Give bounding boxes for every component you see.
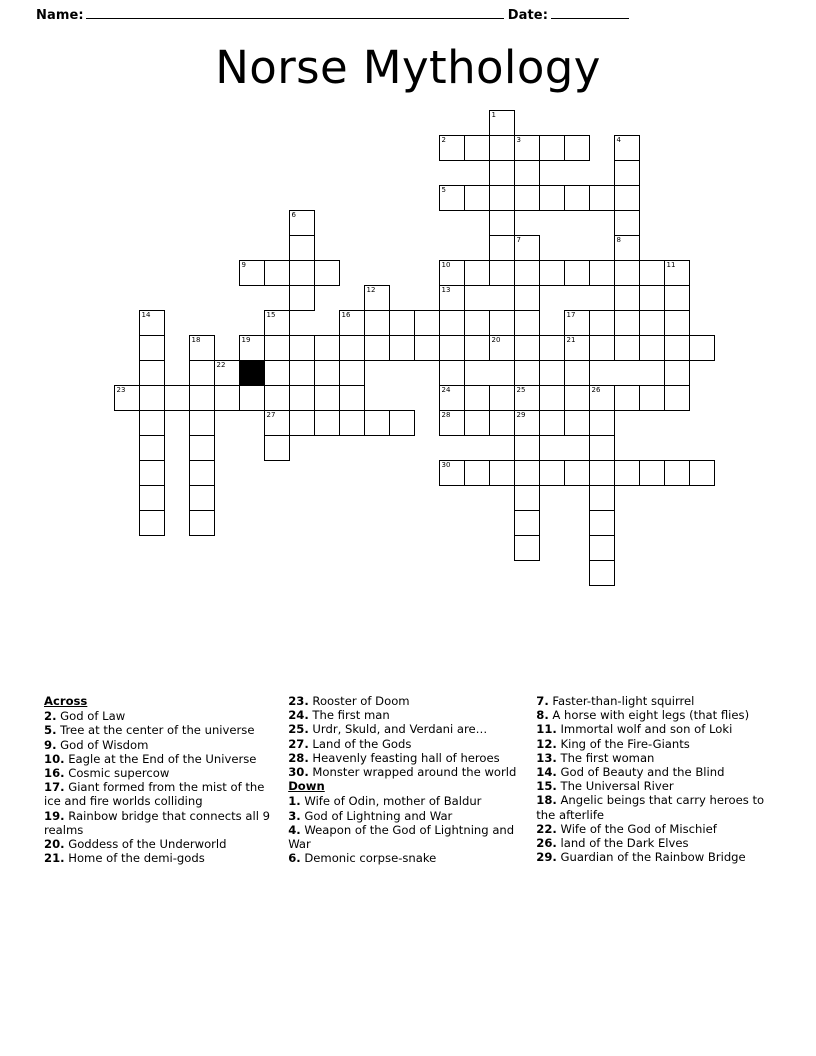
grid-cell[interactable] <box>289 285 315 311</box>
grid-cell[interactable] <box>614 385 640 411</box>
grid-cell[interactable] <box>589 435 615 461</box>
grid-cell-number: 23 <box>116 386 126 394</box>
grid-cell[interactable] <box>614 160 640 186</box>
grid-cell[interactable] <box>314 360 340 386</box>
grid-cell[interactable] <box>489 135 515 161</box>
page-title: Norse Mythology <box>215 41 601 94</box>
grid-cell[interactable] <box>414 335 440 361</box>
grid-cell[interactable] <box>364 410 390 436</box>
name-write-line[interactable] <box>86 6 504 19</box>
grid-cell[interactable] <box>389 410 415 436</box>
clue-item <box>288 737 518 751</box>
clue-item <box>288 722 518 736</box>
clue-number: 25. <box>288 722 309 737</box>
grid-cell-number: 18 <box>191 336 201 344</box>
grid-cell-number: 24 <box>441 386 451 394</box>
grid-cell[interactable] <box>664 335 690 361</box>
grid-cell[interactable] <box>264 260 290 286</box>
clue-text: Wife of the God of Mischief <box>556 821 717 836</box>
grid-cell[interactable] <box>314 410 340 436</box>
clue-item <box>536 722 780 736</box>
grid-cell[interactable] <box>489 185 515 211</box>
grid-cell[interactable] <box>464 335 490 361</box>
grid-cell-blocked <box>239 360 265 386</box>
grid-cell-number: 10 <box>441 261 451 269</box>
clue-list-across-part2 <box>288 694 518 779</box>
clue-item <box>288 823 518 851</box>
grid-cell[interactable] <box>539 385 565 411</box>
clue-item <box>44 780 270 808</box>
grid-cell-number: 1 <box>491 111 496 119</box>
grid-cell[interactable] <box>614 210 640 236</box>
clue-text: Home of the demi-gods <box>64 851 205 866</box>
grid-cell[interactable] <box>439 360 465 386</box>
grid-cell[interactable] <box>489 235 515 261</box>
grid-cell[interactable] <box>364 335 390 361</box>
grid-cell-number: 28 <box>441 411 451 419</box>
grid-cell[interactable] <box>189 360 215 386</box>
grid-cell[interactable] <box>264 310 290 336</box>
clue-item <box>536 822 780 836</box>
grid-cell[interactable] <box>564 310 590 336</box>
grid-cell[interactable] <box>464 460 490 486</box>
clue-text: The Universal River <box>556 779 674 794</box>
grid-cell[interactable] <box>339 335 365 361</box>
grid-cell[interactable] <box>139 385 165 411</box>
down-heading: Down <box>288 779 325 794</box>
grid-cell[interactable] <box>514 360 540 386</box>
clue-text: Cosmic supercow <box>64 766 170 781</box>
across-heading: Across <box>44 694 88 708</box>
clue-number: 28. <box>288 750 309 765</box>
clue-text: Urdr, Skuld, and Verdani are… <box>308 722 488 737</box>
grid-cell[interactable] <box>339 385 365 411</box>
clue-number: 19. <box>44 808 65 823</box>
grid-cell[interactable] <box>189 485 215 511</box>
clue-columns <box>44 694 780 865</box>
clue-column-1 <box>44 694 270 865</box>
clue-item <box>536 708 780 722</box>
clue-number: 2. <box>44 709 57 724</box>
grid-cell-number: 27 <box>266 411 276 419</box>
grid-cell[interactable] <box>439 135 465 161</box>
grid-cell[interactable] <box>689 460 715 486</box>
clue-number: 4. <box>288 822 301 837</box>
grid-cell[interactable] <box>439 185 465 211</box>
grid-cell[interactable] <box>639 260 665 286</box>
grid-cell-number: 9 <box>241 261 246 269</box>
grid-cell[interactable] <box>139 360 165 386</box>
grid-cell-number: 6 <box>291 211 296 219</box>
grid-cell[interactable] <box>639 310 665 336</box>
clue-text: The first man <box>308 708 390 723</box>
clue-item <box>44 752 270 766</box>
clue-text: God of Law <box>56 709 126 724</box>
grid-cell[interactable] <box>439 385 465 411</box>
grid-cell[interactable] <box>514 485 540 511</box>
grid-cell-number: 13 <box>441 286 451 294</box>
grid-cell[interactable] <box>414 310 440 336</box>
grid-cell[interactable] <box>139 460 165 486</box>
grid-cell[interactable] <box>514 510 540 536</box>
clue-item <box>536 765 780 779</box>
clue-number: 22. <box>536 821 557 836</box>
clue-item <box>44 738 270 752</box>
clue-item <box>536 694 780 708</box>
clue-number: 6. <box>288 851 301 866</box>
clue-number: 10. <box>44 751 65 766</box>
clue-item <box>536 850 780 864</box>
grid-cell[interactable] <box>589 260 615 286</box>
clue-number: 13. <box>536 750 557 765</box>
clue-number: 9. <box>44 737 57 752</box>
grid-cell[interactable] <box>514 160 540 186</box>
clue-item <box>44 723 270 737</box>
grid-cell[interactable] <box>614 285 640 311</box>
clue-text: Demonic corpse-snake <box>300 851 437 866</box>
clue-text: Guardian of the Rainbow Bridge <box>556 850 746 865</box>
grid-cell[interactable] <box>514 285 540 311</box>
clue-text: Tree at the center of the universe <box>56 723 255 738</box>
clue-text: Rainbow bridge that connects all 9 realms <box>44 808 270 837</box>
grid-cell[interactable] <box>564 460 590 486</box>
grid-cell[interactable] <box>139 485 165 511</box>
grid-cell[interactable] <box>264 385 290 411</box>
grid-cell[interactable] <box>589 485 615 511</box>
clue-text: Monster wrapped around the world <box>308 765 517 780</box>
clue-item <box>536 737 780 751</box>
grid-cell[interactable] <box>214 360 240 386</box>
clue-item <box>44 809 270 837</box>
clue-number: 27. <box>288 736 309 751</box>
clue-text: God of Beauty and the Blind <box>556 765 725 780</box>
clue-item <box>44 766 270 780</box>
grid-cell[interactable] <box>514 235 540 261</box>
grid-cell[interactable] <box>189 435 215 461</box>
clue-text: The first woman <box>556 750 655 765</box>
grid-cell-number: 17 <box>566 311 576 319</box>
grid-cell[interactable] <box>464 385 490 411</box>
clue-item <box>288 694 518 708</box>
grid-cell[interactable] <box>189 510 215 536</box>
grid-cell[interactable] <box>264 410 290 436</box>
grid-cell[interactable] <box>139 310 165 336</box>
grid-cell[interactable] <box>489 160 515 186</box>
clue-text: Rooster of Doom <box>308 694 410 708</box>
grid-cell[interactable] <box>139 410 165 436</box>
grid-cell[interactable] <box>139 335 165 361</box>
clue-text: Land of the Gods <box>308 736 412 751</box>
grid-cell[interactable] <box>589 460 615 486</box>
grid-cell-number: 4 <box>616 136 621 144</box>
grid-cell[interactable] <box>589 410 615 436</box>
grid-cell[interactable] <box>639 335 665 361</box>
grid-cell[interactable] <box>464 185 490 211</box>
grid-cell-number: 15 <box>266 311 276 319</box>
clue-item <box>288 809 518 823</box>
grid-cell[interactable] <box>239 335 265 361</box>
grid-cell[interactable] <box>664 310 690 336</box>
clue-item <box>288 794 518 808</box>
clue-list-across-part1 <box>44 709 270 865</box>
clue-number: 30. <box>288 765 309 780</box>
grid-cell[interactable] <box>289 335 315 361</box>
clue-text: Angelic beings that carry heroes to the afterlife <box>536 793 765 822</box>
grid-cell[interactable] <box>214 385 240 411</box>
grid-cell[interactable] <box>614 310 640 336</box>
crossword-grid-area <box>36 110 780 620</box>
grid-cell[interactable] <box>614 260 640 286</box>
grid-cell[interactable] <box>614 185 640 211</box>
clue-text: Wife of Odin, mother of Baldur <box>300 794 482 809</box>
grid-cell[interactable] <box>439 460 465 486</box>
grid-cell[interactable] <box>389 310 415 336</box>
clue-text: Eagle at the End of the Universe <box>64 751 257 766</box>
grid-cell[interactable] <box>664 385 690 411</box>
grid-cell-number: 14 <box>141 311 151 319</box>
grid-cell[interactable] <box>489 110 515 136</box>
grid-cell[interactable] <box>539 410 565 436</box>
clue-number: 14. <box>536 765 557 780</box>
grid-cell[interactable] <box>239 385 265 411</box>
clue-list-down-part2 <box>536 694 780 864</box>
grid-cell[interactable] <box>289 210 315 236</box>
grid-cell[interactable] <box>664 285 690 311</box>
clue-item <box>536 751 780 765</box>
grid-cell[interactable] <box>314 335 340 361</box>
grid-cell[interactable] <box>614 335 640 361</box>
clue-column-3 <box>536 694 780 865</box>
clue-text: Faster-than-light squirrel <box>548 694 695 708</box>
grid-cell[interactable] <box>439 335 465 361</box>
clue-text: Weapon of the God of Lightning and War <box>288 822 515 852</box>
clue-text: Heavenly feasting hall of heroes <box>308 750 500 765</box>
grid-cell-number: 20 <box>491 336 501 344</box>
clue-number: 3. <box>288 808 301 823</box>
grid-cell[interactable] <box>339 410 365 436</box>
grid-cell[interactable] <box>539 335 565 361</box>
grid-cell[interactable] <box>289 260 315 286</box>
grid-cell[interactable] <box>439 285 465 311</box>
grid-cell-number: 7 <box>516 236 521 244</box>
clue-column-2 <box>288 694 518 865</box>
grid-cell[interactable] <box>514 185 540 211</box>
grid-cell-number: 21 <box>566 336 576 344</box>
grid-cell[interactable] <box>439 310 465 336</box>
clue-item <box>288 751 518 765</box>
clue-text: God of Lightning and War <box>300 808 453 823</box>
grid-cell[interactable] <box>514 260 540 286</box>
grid-cell[interactable] <box>339 310 365 336</box>
grid-cell[interactable] <box>489 260 515 286</box>
clue-item <box>44 851 270 865</box>
grid-cell-number: 30 <box>441 461 451 469</box>
clue-text: Immortal wolf and son of Loki <box>556 722 733 737</box>
grid-cell[interactable] <box>189 335 215 361</box>
grid-cell[interactable] <box>664 260 690 286</box>
grid-cell[interactable] <box>264 360 290 386</box>
grid-cell[interactable] <box>564 135 590 161</box>
grid-cell[interactable] <box>539 185 565 211</box>
grid-cell[interactable] <box>489 210 515 236</box>
grid-cell-number: 16 <box>341 311 351 319</box>
grid-cell[interactable] <box>589 560 615 586</box>
grid-cell[interactable] <box>289 385 315 411</box>
grid-cell[interactable] <box>489 310 515 336</box>
clue-text: land of the Dark Elves <box>556 836 689 851</box>
grid-cell[interactable] <box>364 310 390 336</box>
grid-cell[interactable] <box>589 535 615 561</box>
grid-cell[interactable] <box>539 260 565 286</box>
grid-cell[interactable] <box>514 335 540 361</box>
clue-text: God of Wisdom <box>56 737 149 752</box>
grid-cell[interactable] <box>514 310 540 336</box>
grid-cell[interactable] <box>464 260 490 286</box>
date-write-line[interactable] <box>551 6 629 19</box>
clue-item <box>288 708 518 722</box>
grid-cell[interactable] <box>664 360 690 386</box>
clue-text: A horse with eight legs (that flies) <box>548 708 750 723</box>
clue-text: Goddess of the Underworld <box>64 837 227 852</box>
grid-cell[interactable] <box>164 385 190 411</box>
grid-cell[interactable] <box>139 510 165 536</box>
grid-cell[interactable] <box>564 335 590 361</box>
grid-cell[interactable] <box>514 460 540 486</box>
grid-cell-number: 5 <box>441 186 446 194</box>
grid-cell[interactable] <box>289 235 315 261</box>
grid-cell-number: 8 <box>616 236 621 244</box>
clue-number: 15. <box>536 779 557 794</box>
grid-cell[interactable] <box>564 360 590 386</box>
grid-cell[interactable] <box>264 435 290 461</box>
clue-item <box>44 837 270 851</box>
grid-cell-number: 12 <box>366 286 376 294</box>
clue-number: 23. <box>288 694 309 708</box>
clue-item <box>288 765 518 779</box>
clue-item <box>536 836 780 850</box>
grid-cell[interactable] <box>589 385 615 411</box>
grid-cell-number: 26 <box>591 386 601 394</box>
grid-cell[interactable] <box>464 310 490 336</box>
grid-cell[interactable] <box>564 185 590 211</box>
grid-cell[interactable] <box>539 460 565 486</box>
grid-cell-number: 11 <box>666 261 676 269</box>
grid-cell[interactable] <box>314 260 340 286</box>
grid-cell-number: 2 <box>441 136 446 144</box>
clue-number: 16. <box>44 766 65 781</box>
clue-number: 11. <box>536 722 557 737</box>
clue-number: 18. <box>536 793 557 808</box>
grid-cell[interactable] <box>564 385 590 411</box>
grid-cell[interactable] <box>139 435 165 461</box>
grid-cell[interactable] <box>514 385 540 411</box>
grid-cell-number: 22 <box>216 361 226 369</box>
grid-cell-number: 29 <box>516 411 526 419</box>
clue-item <box>536 779 780 793</box>
grid-cell[interactable] <box>464 135 490 161</box>
grid-cell[interactable] <box>614 460 640 486</box>
grid-cell[interactable] <box>614 235 640 261</box>
grid-cell[interactable] <box>614 135 640 161</box>
grid-cell[interactable] <box>514 535 540 561</box>
grid-cell[interactable] <box>264 335 290 361</box>
grid-cell[interactable] <box>189 410 215 436</box>
grid-cell[interactable] <box>439 260 465 286</box>
clue-item <box>288 851 518 865</box>
clue-number: 20. <box>44 837 65 852</box>
clue-number: 26. <box>536 836 557 851</box>
grid-cell[interactable] <box>189 385 215 411</box>
clue-item <box>536 793 780 821</box>
grid-cell[interactable] <box>589 310 615 336</box>
clue-list-down-part1 <box>288 794 518 865</box>
name-date-row <box>36 0 780 23</box>
grid-cell[interactable] <box>339 360 365 386</box>
clue-number: 8. <box>536 708 549 723</box>
grid-cell[interactable] <box>639 460 665 486</box>
clue-text: King of the Fire-Giants <box>556 736 690 751</box>
grid-cell[interactable] <box>464 410 490 436</box>
clue-text: Giant formed from the mist of the ice and fire worlds colliding <box>44 780 265 809</box>
grid-cell[interactable] <box>289 360 315 386</box>
clue-number: 29. <box>536 850 557 865</box>
grid-cell-number: 3 <box>516 136 521 144</box>
grid-cell[interactable] <box>389 335 415 361</box>
grid-cell[interactable] <box>564 410 590 436</box>
grid-cell[interactable] <box>664 460 690 486</box>
grid-cell[interactable] <box>514 135 540 161</box>
grid-cell[interactable] <box>489 335 515 361</box>
grid-cell[interactable] <box>539 135 565 161</box>
grid-cell[interactable] <box>564 260 590 286</box>
grid-cell[interactable] <box>364 285 390 311</box>
grid-cell[interactable] <box>289 410 315 436</box>
grid-cell[interactable] <box>114 385 140 411</box>
clue-item <box>44 709 270 723</box>
grid-cell[interactable] <box>589 185 615 211</box>
grid-cell[interactable] <box>639 385 665 411</box>
clue-number: 7. <box>536 694 549 708</box>
date-label: Date: <box>507 8 549 23</box>
clue-number: 1. <box>288 794 301 809</box>
grid-cell[interactable] <box>589 335 615 361</box>
grid-cell[interactable] <box>239 260 265 286</box>
clue-number: 24. <box>288 708 309 723</box>
grid-cell[interactable] <box>514 435 540 461</box>
clue-number: 17. <box>44 780 65 795</box>
grid-cell[interactable] <box>189 460 215 486</box>
grid-cell-number: 19 <box>241 336 251 344</box>
grid-cell[interactable] <box>314 385 340 411</box>
grid-cell[interactable] <box>589 510 615 536</box>
grid-cell-number: 25 <box>516 386 526 394</box>
grid-cell[interactable] <box>689 335 715 361</box>
clue-number: 12. <box>536 736 557 751</box>
grid-cell[interactable] <box>489 460 515 486</box>
clue-number: 5. <box>44 723 57 738</box>
name-label: Name: <box>36 8 84 23</box>
clue-number: 21. <box>44 851 65 866</box>
grid-cell[interactable] <box>439 410 465 436</box>
grid-cell[interactable] <box>514 410 540 436</box>
grid-cell[interactable] <box>489 410 515 436</box>
grid-cell[interactable] <box>489 385 515 411</box>
